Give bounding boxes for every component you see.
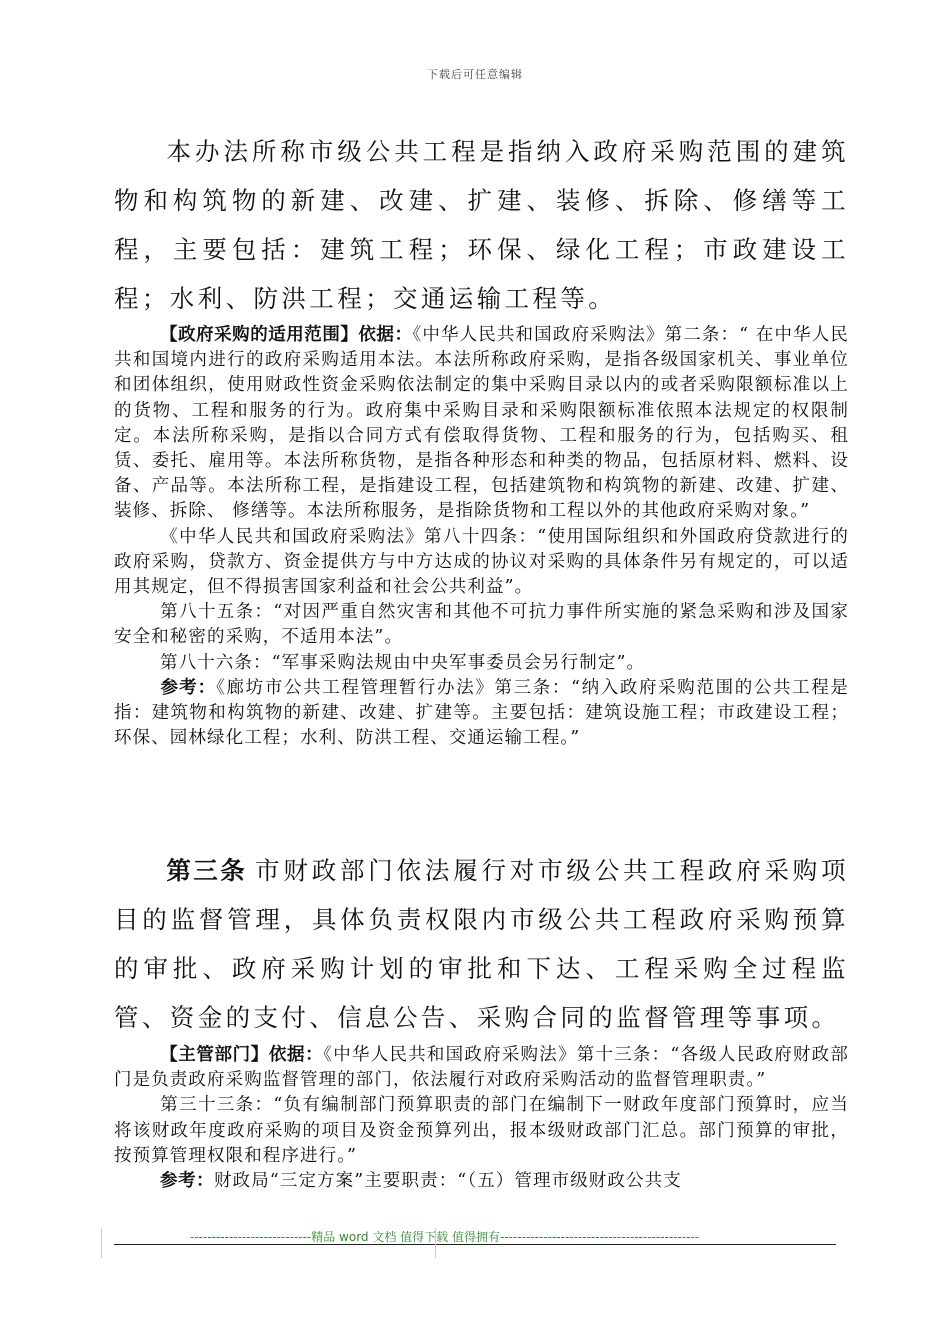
reference-text-2: 财政局“三定方案”主要职责：“（五）管理市级财政公共支 [214, 1171, 682, 1192]
note-applicability-label: 【政府采购的适用范围】依据： [160, 325, 413, 345]
body-paragraph-1-text: 本办法所称市级公共工程是指纳入政府采购范围的建筑物和构筑物的新建、改建、扩建、装修、拆除、修缮等工程，主要包括：建筑工程；环保、绿化工程；市政建设工程；水利、防洪工程；交通运输工程等。 [114, 137, 849, 313]
reference-label: 参考： [160, 677, 217, 698]
article-3-paragraph [114, 846, 849, 1042]
note-applicability-art84 [114, 525, 849, 601]
note-authority-main [114, 1043, 849, 1093]
note-applicability-art86 [114, 651, 849, 676]
article-3-label: 第三条 [166, 856, 248, 885]
margin-mark-center [435, 1228, 436, 1258]
footer-note: ----------------------------精品 word 文档 值得下载 值得拥有---------------------------------------------- [190, 1230, 700, 1244]
note-applicability-text: 《中华人民共和国政府采购法》第二条：“ 在中华人民共和国境内进行的政府采购适用本法。本法所称政府采购，是指各级国家机关、事业单位和团体组织，使用财政性资金采购依法制定的集中采购目录以内的或者采购限额标准以上的货物、工程和服务的行为。政府集中采购目录和采购限额标准依照本法规定的权限制定。本法所称采购，是指以合同方式有偿取得货物、工程和服务的行为，包括购买、租赁、委托、雇用等。本法所称货物，是指各种形态和种类的物品，包括原材料、燃料、设备、产品等。本法所称工程，是指建设工程，包括建筑物和构筑物的新建、改建、扩建、装修、拆除、 修缮等。本法所称服务，是指除货物和工程以外的其他政府采购对象。” [114, 325, 850, 522]
reference-text: 《廊坊市公共工程管理暂行办法》第三条：“纳入政府采购范围的公共工程是指：建筑物和构筑物的新建、改建、扩建等。主要包括：建筑设施工程；市政建设工程；环保、园林绿化工程；水利、防洪工程、交通运输工程。” [114, 677, 850, 749]
header-note: 下载后可任意编辑 [427, 68, 523, 81]
note-authority-art33 [114, 1093, 849, 1169]
note-applicability-main [114, 323, 849, 525]
body-paragraph-1 [114, 127, 849, 323]
note-applicability [114, 323, 849, 751]
article-3-text: 市财政部门依法履行对市级公共工程政府采购项目的监督管理，具体负责权限内市级公共工程政府采购预算的审批、政府采购计划的审批和下达、工程采购全过程监管、资金的支付、信息公告、采购合同的监督管理等事项。 [114, 856, 850, 1032]
art85-text: 第八十五条：“对因严重自然灾害和其他不可抗力事件所实施的紧急采购和涉及国家安全和秘密的采购，不适用本法”。 [114, 602, 849, 648]
note-applicability-reference [114, 676, 849, 752]
art84-text: 《中华人民共和国政府采购法》第八十四条：“使用国际组织和外国政府贷款进行的政府采购，贷款方、资金提供方与中方达成的协议对采购的具体条件另有规定的，可以适用其规定，但不得损害国家利益和社会公共利益”。 [114, 526, 849, 598]
note-authority-label: 【主管部门】依据： [160, 1045, 324, 1065]
art33-text: 第三十三条：“负有编制部门预算职责的部门在编制下一财政年度部门预算时，应当将该财政年度政府采购的项目及资金预算列出，报本级财政部门汇总。部门预算的审批，按预算管理权限和程序进行。” [114, 1095, 849, 1166]
note-authority-reference [114, 1169, 849, 1194]
margin-mark-left [101, 1228, 102, 1258]
reference-label-2: 参考： [160, 1171, 214, 1192]
note-applicability-art85 [114, 600, 849, 650]
note-authority-text: 《中华人民共和国政府采购法》第十三条：“各级人民政府财政部门是负责政府采购监督管理的部门，依法履行对政府采购活动的监督管理职责。” [114, 1045, 849, 1091]
note-authority [114, 1043, 849, 1194]
footer-divider [114, 1244, 836, 1245]
art86-text: 第八十六条：“军事采购法规由中央军事委员会另行制定”。 [160, 652, 646, 673]
